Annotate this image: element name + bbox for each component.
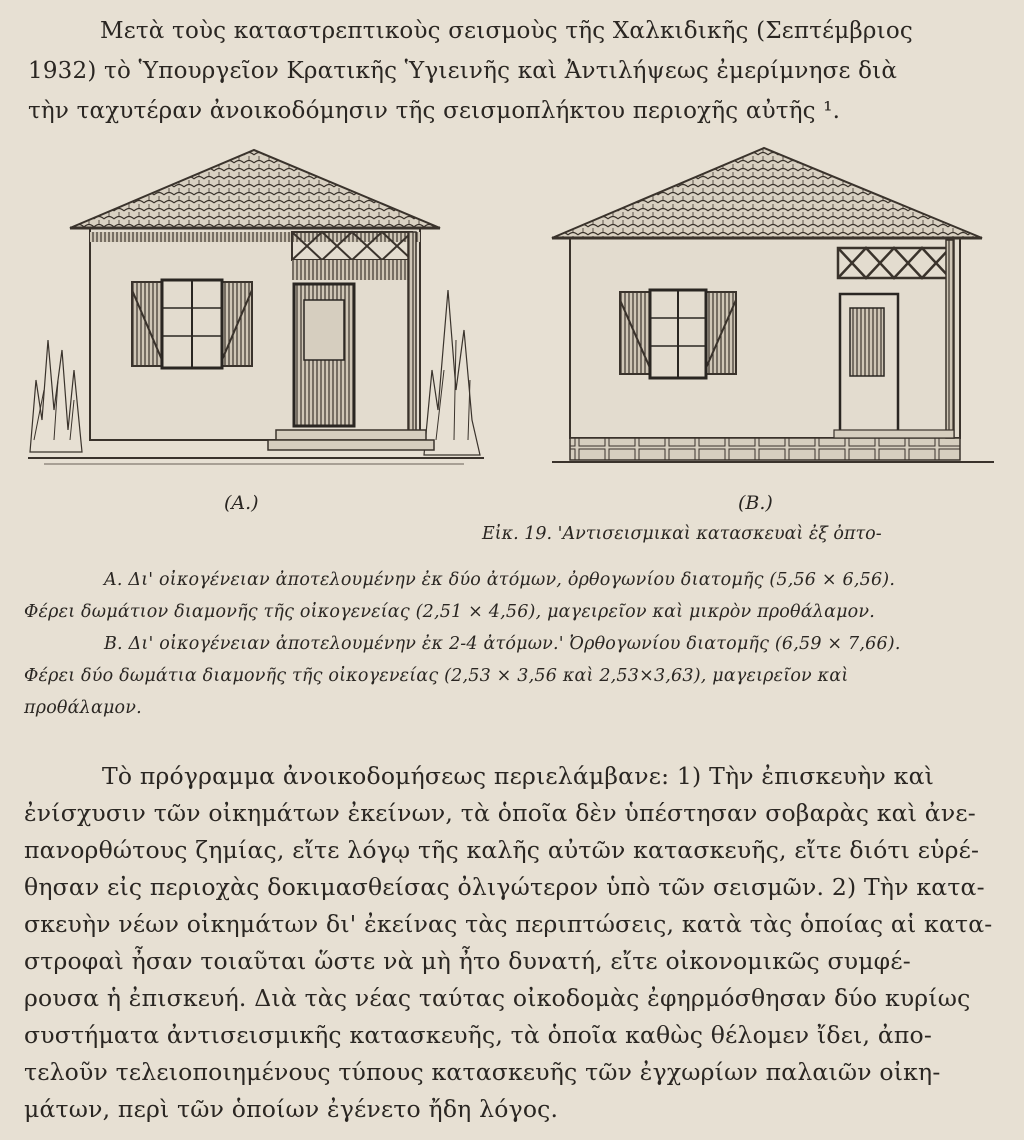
body-line-5: σκευὴν νέων οἰκημάτων δι' ἐκείνας τὰς περιπτώσεις, κατὰ τὰς ὁποίας αἱ κατα- — [24, 910, 993, 938]
caption-line-2: Φέρει δωμάτιον διαμονῆς τῆς οἰκογενείας (2,51 × 4,56), μαγειρεῖον καὶ μικρὸν προθάλαμον. — [24, 602, 876, 622]
body-line-4: θησαν εἰς περιοχὰς δοκιμασθείσας ὀλιγώτερον ὑπὸ τῶν σεισμῶν. 2) Τὴν κατα- — [24, 873, 985, 901]
body-line-10: μάτων, περὶ τῶν ὁποίων ἐγένετο ἤδη λόγος. — [24, 1095, 559, 1123]
body-line-3: πανορθώτους ζημίας, εἴτε λόγῳ τῆς καλῆς αὐτῶν κατασκευῆς, εἴτε διότι εὑρέ- — [24, 836, 980, 864]
body-line-1: Τὸ πρόγραμμα ἀνοικοδομήσεως περιελάμβανε: 1) Τὴν ἐπισκευὴν καὶ — [102, 762, 935, 790]
body-line-6: στροφαὶ ἦσαν τοιαῦται ὥστε νὰ μὴ ἦτο δυνατή, εἴτε οἰκονομικῶς συμφέ- — [24, 947, 911, 975]
figure-label-a: (A.) — [224, 492, 259, 514]
caption-line-4: Φέρει δύο δωμάτια διαμονῆς τῆς οἰκογενείας (2,53 × 3,56 καὶ 2,53×3,63), μαγειρεῖον καὶ — [24, 666, 849, 686]
figure-houses — [24, 140, 1000, 480]
figure-title: Εἰκ. 19. 'Αντισεισμικαὶ κατασκευαὶ ἐξ ὀπτο- — [482, 524, 882, 544]
body-line-7: ρουσα ἡ ἐπισκευή. Διὰ τὰς νέας ταύτας οἰκοδομὰς ἐφηρμόσθησαν δύο κυρίως — [24, 984, 971, 1012]
intro-line-2: 1932) τὸ Ὑπουργεῖον Κρατικῆς Ὑγιεινῆς καὶ Ἀντιλήψεως ἐμερίμνησε διὰ — [28, 58, 898, 84]
body-line-8: συστήματα ἀντισεισμικῆς κατασκευῆς, τὰ ὁποῖα καθὼς θέλομεν ἴδει, ἀπο- — [24, 1021, 933, 1049]
intro-line-1: Μετὰ τοὺς καταστρεπτικοὺς σεισμοὺς τῆς Χαλκιδικῆς (Σεπτέμβριος — [100, 18, 913, 44]
body-line-2: ἐνίσχυσιν τῶν οἰκημάτων ἐκείνων, τὰ ὁποῖα δὲν ὑπέστησαν σοβαρὰς καὶ ἀνε- — [24, 799, 976, 827]
house-b-illustration — [548, 140, 998, 480]
body-line-9: τελοῦν τελειοποιημένους τύπους κατασκευῆς τῶν ἐγχωρίων παλαιῶν οἰκη- — [24, 1058, 941, 1086]
figure-label-b: (B.) — [738, 492, 773, 514]
caption-line-5: προθάλαμον. — [24, 698, 142, 718]
caption-line-1: A. Δι' οἰκογένειαν ἀποτελουμένην ἐκ δύο ἀτόμων, ὀρθογωνίου διατομῆς (5,56 × 6,56). — [104, 570, 896, 590]
caption-line-3: B. Δι' οἰκογένειαν ἀποτελουμένην ἐκ 2-4 ἀτόμων.' Ὀρθογωνίου διατομῆς (6,59 × 7,66). — [104, 634, 901, 654]
house-a-illustration — [24, 140, 494, 480]
intro-line-3: τὴν ταχυτέραν ἀνοικοδόμησιν τῆς σεισμοπλήκτου περιοχῆς αὐτῆς ¹. — [28, 98, 841, 124]
